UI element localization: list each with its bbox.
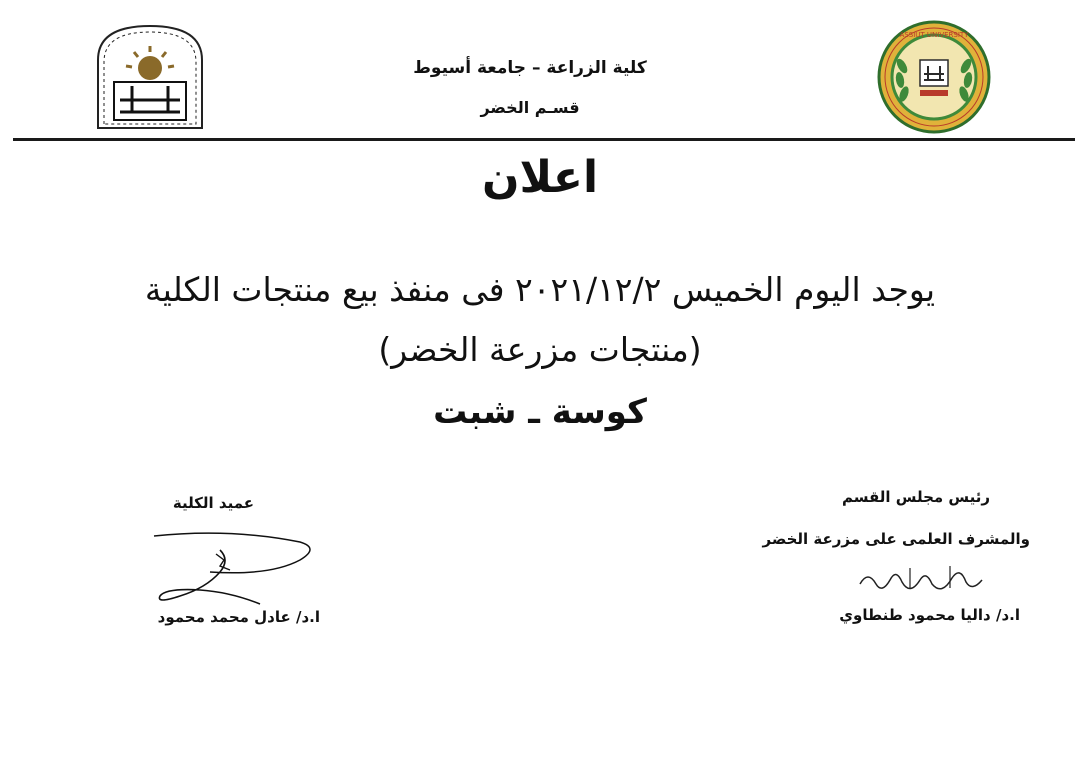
svg-text:ASSIUT UNIVERSITY: ASSIUT UNIVERSITY — [899, 31, 969, 39]
faculty-seal-logo — [876, 18, 992, 136]
department-head-name: ا.د/ داليا محمود طنطاوي — [839, 606, 1020, 624]
dean-title: عميد الكلية — [172, 494, 254, 512]
announcement-text-line-2: (منتجات مزرعة الخضر) — [378, 330, 702, 369]
header-divider — [13, 138, 1075, 141]
farm-supervisor-title: والمشرف العلمى على مزرعة الخضر — [762, 530, 1030, 548]
faculty-university-line: كلية الزراعة – جامعة أسيوط — [413, 58, 647, 78]
department-line: قسـم الخضر — [480, 98, 580, 117]
products-line: كوسة ـ شبت — [433, 392, 647, 432]
announcement-title: اعلان — [481, 152, 599, 203]
department-head-title: رئيس مجلس القسم — [841, 488, 990, 506]
department-head-handwritten-signature — [850, 558, 1030, 598]
assiut-university-logo — [92, 20, 208, 130]
dean-handwritten-signature — [150, 520, 330, 620]
dean-name: ا.د/ عادل محمد محمود — [157, 608, 320, 626]
announcement-text-line-1: يوجد اليوم الخميس ٢٠٢١/١٢/٢ فى منفذ بيع منتجات الكلية — [144, 270, 936, 309]
